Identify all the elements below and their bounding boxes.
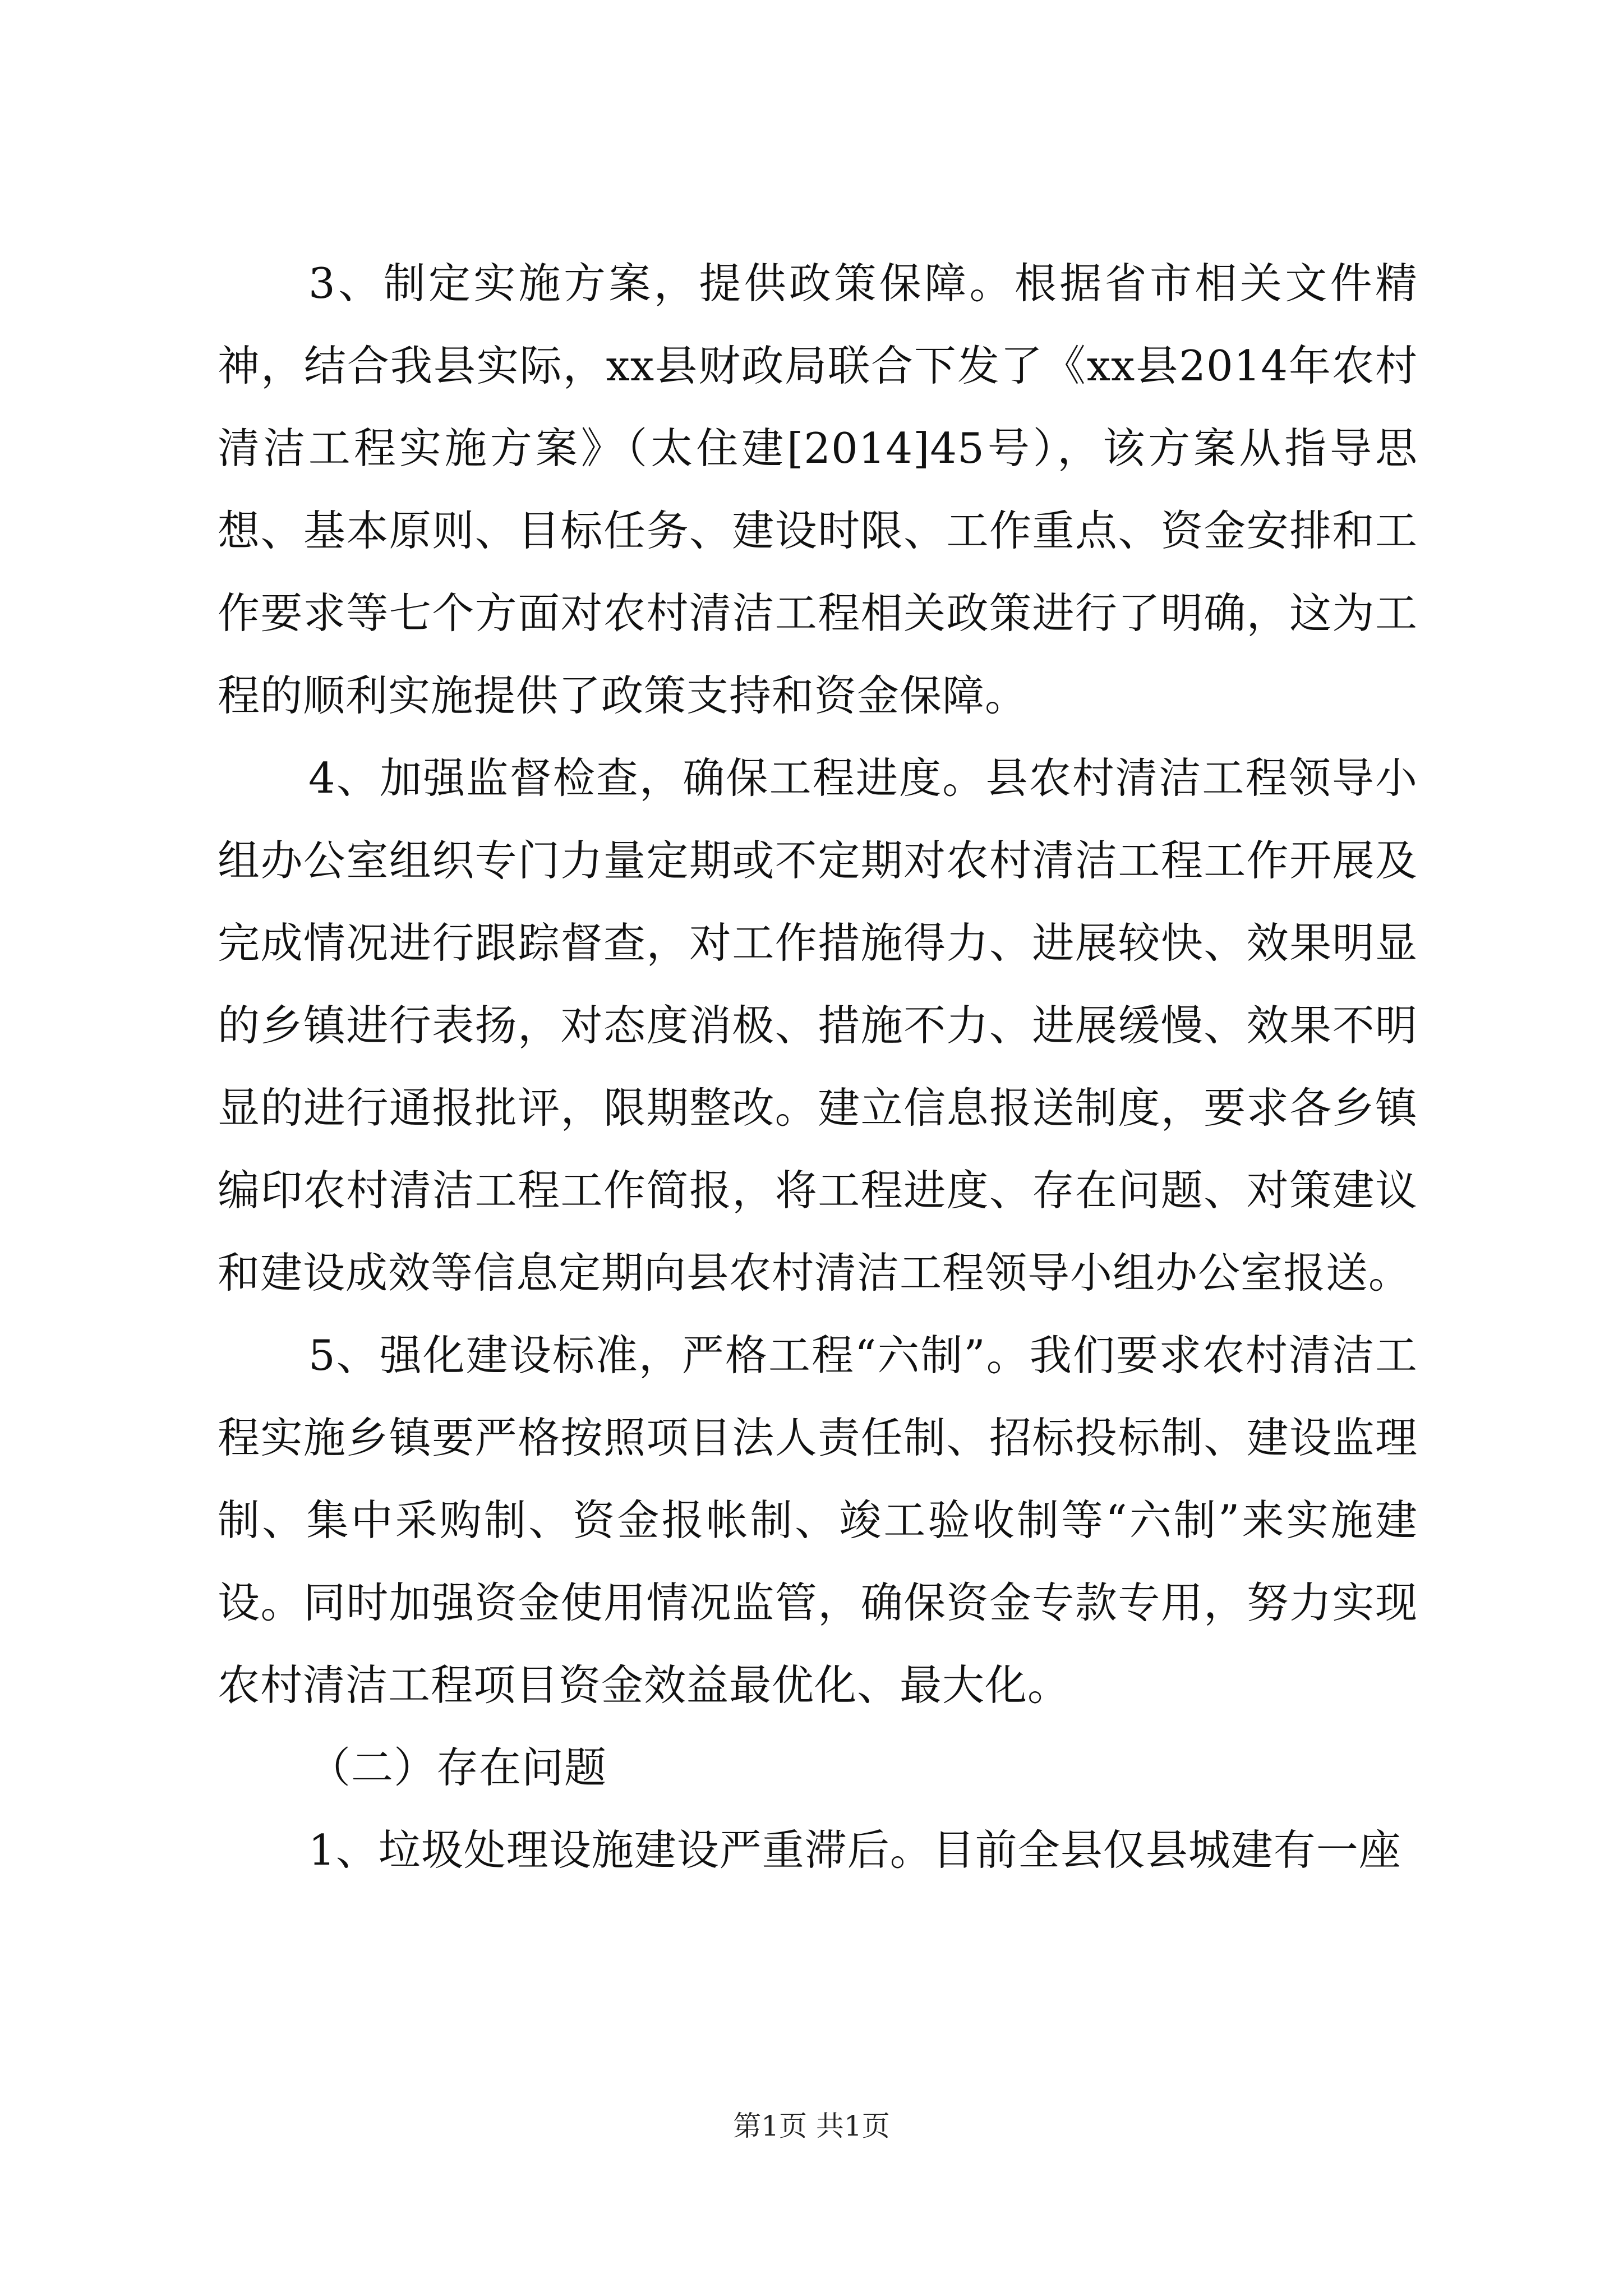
section-heading-problems: （二）存在问题 [308,1743,607,1792]
paragraph-supervision: 4、加强监督检查，确保工程进度。县农村清洁工程领导小组办公室组织专门力量定期或不定期对农村清洁工程工作开展及完成情况进行跟踪督查，对工作措施得力、进展较快、效果明显的乡镇进行表扬，对态度消极、措施不力、进展缓慢、效果不明显的进行通报批评，限期整改。建立信息报送制度，要求各乡镇编印农村清洁工程工作简报，将工程进度、存在问题、对策建议和建设成效等信息定期向县农村清洁工程领导小组办公室报送。 [218,753,1418,1297]
document-body [218,242,1418,1892]
page-footer: 第1页 共1页 [733,2110,890,2142]
paragraph-construction-standards: 5、强化建设标准，严格工程“六制”。我们要求农村清洁工程实施乡镇要严格按照项目法人责任制、招标投标制、建设监理制、集中采购制、资金报帐制、竣工验收制等“六制”来实施建设。同时加强资金使用情况监管，确保资金专款专用，努力实现农村清洁工程项目资金效益最优化、最大化。 [218,1331,1418,1710]
paragraph-implementation-plan: 3、制定实施方案，提供政策保障。根据省市相关文件精神，结合我县实际，xx县财政局联合下发了《xx县2014年农村清洁工程实施方案》（太住建[2014]45号），该方案从指导思想、基本原则、目标任务、建设时限、工作重点、资金安排和工作要求等七个方面对农村清洁工程相关政策进行了明确，这为工程的顺利实施提供了政策支持和资金保障。 [218,259,1418,720]
paragraph-garbage-facilities: 1、垃圾处理设施建设严重滞后。目前全县仅县城建有一座 [308,1825,1401,1875]
